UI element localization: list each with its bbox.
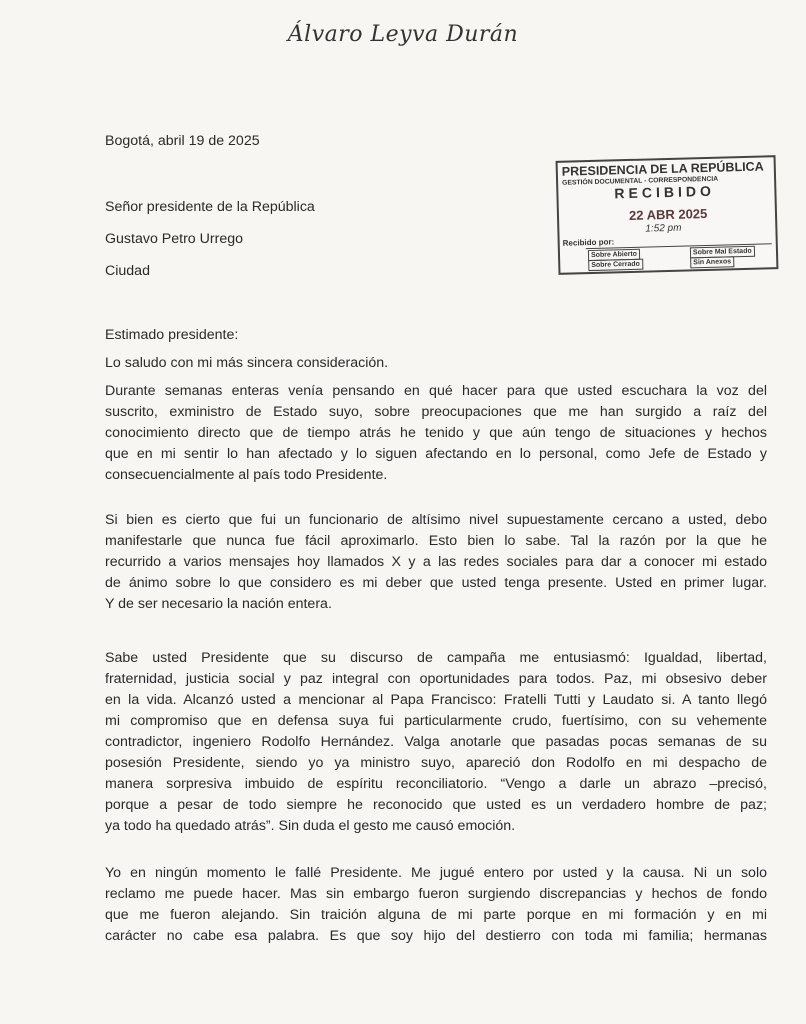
paragraph-line: manifestarle que nunca fue fácil aproximarlo. Esto bien lo sabe. Tal la razón por la que he: [105, 533, 767, 549]
paragraph-line: Yo en ningún momento le fallé Presidente. Me jugué entero por usted y la causa. Ni un solo: [105, 865, 767, 881]
paragraph-line: ya todo ha quedado atrás”. Sin duda el gesto me causó emoción.: [105, 818, 516, 834]
paragraph-3: [105, 648, 767, 837]
paragraph-line: reclamo me puede hacer. Mas sin embargo fueron surgiendo discrepancias y hechos de fondo: [105, 886, 767, 902]
paragraph-line: carácter no cabe esa palabra. Es que soy hijo del destierro con toda mi familia; hermanas: [105, 928, 767, 944]
recipient-city: Ciudad: [105, 263, 150, 279]
letterhead-signature: Álvaro Leyva Durán: [287, 22, 519, 47]
paragraph-line: fraternidad, justicia social y paz integral con oportunidades para todos. Paz, mi obsesivo deber: [105, 671, 767, 687]
paragraph-line: suscrito, exministro de Estado suyo, sobre preocupaciones que me han surgido a raíz del: [105, 404, 767, 420]
paragraph-line: posesión Presidente, siendo yo ya ministro suyo, apareció don Rodolfo en mi despacho de: [105, 755, 767, 771]
paragraph-line: manera sorpresiva imbuido de espíritu reconciliatorio. “Vengo a darle un abrazo –precisó,: [105, 776, 767, 792]
stamp-box-bad: Sobre Mal Estado: [690, 246, 755, 259]
stamp-checkbox-grid: [586, 243, 772, 269]
paragraph-line: conocimiento directo que de tiempo atrás he tenido y que aún tengo de situaciones y hechos: [105, 425, 767, 441]
paragraph-2: [105, 510, 767, 615]
paragraph-line: Y de ser necesario la nación entera.: [105, 596, 332, 612]
paragraph-4: [105, 863, 767, 947]
paragraph-1: [105, 381, 767, 486]
paragraph-line: de ánimo sobre lo que considero es mi deber que usted tenga presente. Usted en primer lugar.: [105, 575, 767, 591]
stamp-time: 1:52 pm: [645, 222, 682, 235]
stamp-date: 22 ABR 2025: [628, 205, 708, 223]
paragraph-line: Si bien es cierto que fui un funcionario de altísimo nivel supuestamente cercano a usted, debo: [105, 512, 767, 528]
letter-date: Bogotá, abril 19 de 2025: [105, 133, 260, 149]
greeting: Lo saludo con mi más sincera consideración.: [105, 355, 389, 371]
paragraph-line: contradictor, ingeniero Rodolfo Hernández. Valga anotarle que pasadas pocas semanas de su: [105, 734, 767, 750]
salutation: Estimado presidente:: [105, 327, 239, 343]
paragraph-line: consecuencialmente al país todo Presidente.: [105, 467, 388, 483]
recipient-title: Señor presidente de la República: [105, 199, 315, 215]
paragraph-line: en la vida. Alcanzó usted a mencionar al Papa Francisco: Fratelli Tutti y Laudato si. A tanto llegó: [105, 692, 767, 708]
paragraph-line: mi compromiso que en defensa suya fui particularmente crudo, fuertísimo, con su vehemente: [105, 713, 767, 729]
recipient-name: Gustavo Petro Urrego: [105, 231, 243, 247]
paragraph-line: Sabe usted Presidente que su discurso de campaña me entusiasmó: Igualdad, libertad,: [105, 650, 767, 666]
stamp-box-open: Sobre Abierto: [588, 249, 640, 261]
paragraph-line: que en mi sentir lo han afectado y lo siguen afectando en lo personal, como Jefe de Estado y: [105, 446, 767, 462]
received-stamp: [556, 155, 779, 275]
paragraph-line: Durante semanas enteras venía pensando en qué hacer para que usted escuchara la voz del: [105, 383, 767, 399]
stamp-department: GESTIÓN DOCUMENTAL - CORRESPONDENCIA: [562, 175, 719, 187]
paragraph-line: recurrido a varios mensajes hoy llamados X y a las redes sociales para dar a conocer mi estado: [105, 554, 767, 570]
stamp-box-annex: Sin Anexos: [690, 256, 734, 268]
stamp-box-closed: Sobre Cerrado: [588, 259, 643, 271]
paragraph-line: que me fueron alejando. Sin traición alguna de mi parte porque en mi formación y en mi: [105, 907, 767, 923]
stamp-institution: PRESIDENCIA DE LA REPÚBLICA: [561, 159, 764, 179]
stamp-received: RECIBIDO: [614, 182, 716, 202]
paragraph-line: porque a pesar de todo siempre he reconocido que usted es un verdadero hombre de paz;: [105, 797, 767, 813]
stamp-received-by: Recibido por:: [562, 237, 615, 248]
